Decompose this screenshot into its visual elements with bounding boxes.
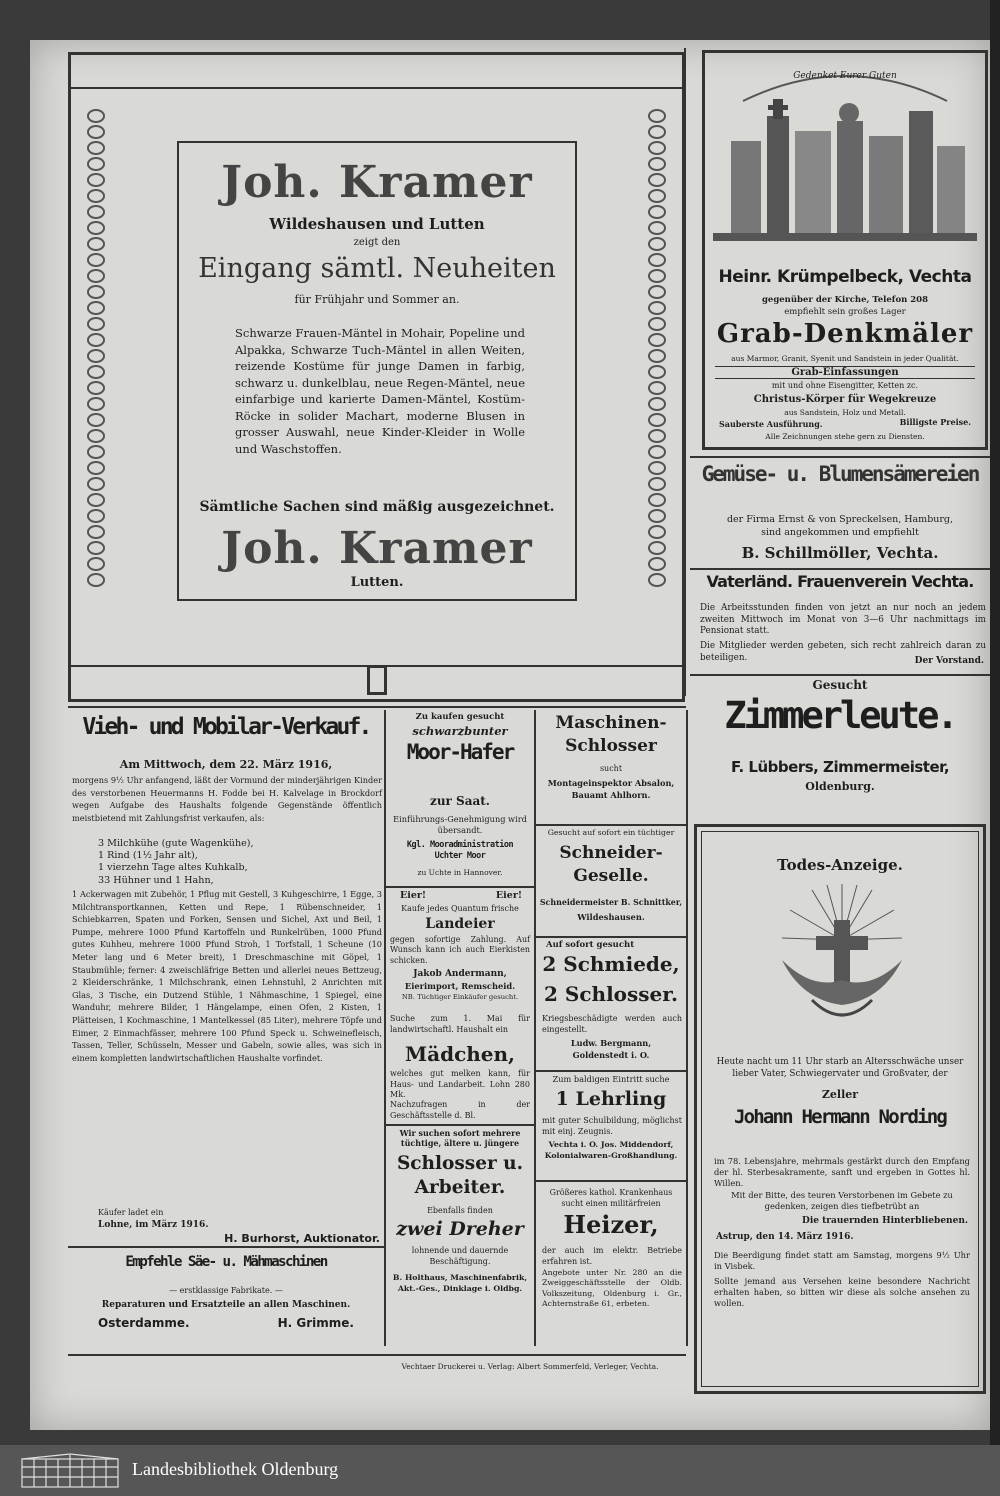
garland-leaf — [648, 125, 666, 139]
todes-title: Todes-Anzeige. — [777, 856, 903, 874]
garland-leaf — [87, 365, 105, 379]
seeds-seller: B. Schillmöller, Vechta. — [741, 544, 939, 562]
kramer-name-top: Joh. Kramer — [221, 157, 533, 208]
garland-leaf — [648, 205, 666, 219]
saemaschinen-right: H. Grimme. — [277, 1316, 354, 1330]
schmiede-headline1: 2 Schmiede, — [542, 952, 680, 976]
rule-lower-top — [68, 706, 686, 708]
moorhafer-colour: schwarzbunter — [412, 724, 508, 738]
todes-intro: Heute nacht um 11 Uhr starb an Altersschwäche unser lieber Vater, Schwiegervater und Großvater, der — [716, 1057, 964, 1079]
seeds-arrived: sind angekommen und empfiehlt — [761, 527, 919, 538]
heizer-offers: Angebote unter Nr. 280 an die Zweiggeschäftsstelle der Oldb. Volkszeitung, Oldenburg i. Gr., Achternstraße 61, erbeten. — [542, 1268, 682, 1309]
garland-leaf — [648, 173, 666, 187]
kruempelbeck-headline: Grab-Denkmäler — [716, 319, 974, 349]
schlosser-arbeiter-headline2: zwei Dreher — [396, 1218, 524, 1240]
moorhafer-permit: Einführungs-Genehmigung wird übersandt. — [393, 814, 527, 835]
todes-apology: Sollte jemand aus Versehen keine besondere Nachricht erhalten haben, so bitten wir diese als solche ansehen zu wollen. — [714, 1276, 970, 1308]
eier-nb: NB. Tüchtiger Einkäufer gesucht. — [401, 993, 519, 1001]
todes-mourners: Die trauernden Hinterbliebenen. — [802, 1216, 968, 1226]
kruempelbeck-materials: aus Marmor, Granit, Syenit und Sandstein in jeder Qualität. — [731, 354, 959, 363]
todes-anzeige-inner — [701, 831, 979, 1387]
schneider-by: Schneidermeister B. Schnittker, — [539, 898, 683, 907]
garland-leaf — [87, 381, 105, 395]
kramer-headline: Eingang sämtl. Neuheiten — [198, 253, 556, 284]
garland-leaf — [648, 477, 666, 491]
garland-leaf — [648, 285, 666, 299]
garland-leaf — [648, 317, 666, 331]
vieh-ad — [68, 710, 384, 1284]
garland-leaf — [648, 397, 666, 411]
vieh-body1: morgens 9½ Uhr anfangend, läßt der Vormund der minderjährigen Kinder des verstorbenen Heuermanns H. Fodde bei H. Kalvelage in Brockdorf wegen Aufgabe des Haushalts folgende Gegenstände öffentlich meistbietend mit Zahlungsfrist verkaufen, als: — [72, 775, 382, 823]
garland-leaf — [87, 413, 105, 427]
schlosser-arbeiter-headline: Schlosser u. Arbeiter. — [396, 1153, 524, 1198]
garland-leaf — [648, 221, 666, 235]
lehrling-body: mit guter Schulbildung, möglichst mit einj. Zeugnis. — [542, 1116, 682, 1136]
kruempelbeck-frames-sub: mit und ohne Eisengitter, Ketten zc. — [771, 381, 919, 390]
kramer-top-rule — [71, 87, 682, 89]
building-logo-icon — [20, 1453, 120, 1489]
seeds-firm: der Firma Ernst & von Spreckelsen, Hamburg, — [726, 514, 954, 525]
todes-age: im 78. Lebensjahre, mehrmals gestärkt durch den Empfang der hl. Sterbesakramente, sanft und ergeben in Gottes hl. Willen. — [714, 1156, 970, 1188]
eier-buy: Kaufe jedes Quantum frische — [401, 904, 519, 913]
garland-leaf — [87, 189, 105, 203]
kramer-shows: zeigt den — [353, 237, 401, 248]
maedchen-intro: Suche zum 1. Mai für landwirtschaftl. Haushalt ein — [390, 1014, 530, 1034]
maschinen-site: Bauamt Ahlhorn. — [571, 790, 651, 800]
garland-leaf — [648, 109, 666, 123]
vieh-date: Am Mittwoch, dem 22. März 1916, — [119, 758, 333, 771]
schlosser-arbeiter-ad — [388, 1126, 532, 1346]
todes-request: Mit der Bitte, des teuren Verstorbenen im Gebete zu gedenken, zeigen dies tiefbetrübt an — [731, 1190, 953, 1211]
garland-leaf — [648, 157, 666, 171]
garland-leaf — [87, 317, 105, 331]
monument-illustration — [713, 61, 977, 251]
vieh-headline: Vieh- und Mobilar-Verkauf. — [82, 714, 370, 740]
lehrling-by: Vechta i. O. Jos. Middendorf, Kolonialwaren-Großhandlung. — [544, 1140, 678, 1160]
garland-leaf — [648, 301, 666, 315]
garland-leaf — [87, 429, 105, 443]
garland-leaf — [648, 461, 666, 475]
eier-left: Eier! — [400, 890, 427, 901]
todes-name: Johann Hermann Nording — [733, 1106, 947, 1128]
eier-pay: gegen sofortige Zahlung. Auf Wunsch kann ich auch Eierkisten schicken. — [390, 935, 530, 965]
kramer-note: Sämtliche Sachen sind mäßig ausgezeichnet. — [199, 499, 555, 515]
garland-leaf — [648, 541, 666, 555]
column-rule-1 — [384, 710, 386, 1346]
verein-headline: Vaterländ. Frauenverein Vechta. — [706, 572, 974, 591]
garland-leaf — [87, 509, 105, 523]
garland-leaf — [87, 461, 105, 475]
garland-leaf — [87, 477, 105, 491]
kramer-locations: Wildeshausen und Lutten — [269, 215, 485, 233]
seeds-headline: Gemüse- u. Blumensämereien — [701, 462, 979, 486]
page-edge — [990, 0, 1000, 1445]
imprint: Vechtaer Druckerei u. Verlag: Albert Sommerfeld, Verleger, Vechta. — [401, 1362, 659, 1371]
garland-leaf — [87, 525, 105, 539]
lehrling-ad — [538, 1072, 684, 1182]
vieh-item: 33 Hühner und 1 Hahn, — [98, 874, 214, 886]
garland-leaf — [87, 221, 105, 235]
garland-leaf — [87, 253, 105, 267]
maedchen-inquiry: Nachzufragen in der Geschäftsstelle d. Bl. — [390, 1100, 530, 1120]
kramer-body: Schwarze Frauen-Mäntel in Mohair, Popeline und Alpakka, Schwarze Tuch-Mäntel in allen Weiten, reizende Kostüme für junge Damen in farbig, schwarz u. dunkelblau, neue Regen-Mäntel, neue einfarbige und karierte Damen-Mäntel, Kostüm-Röcke in solider Machart, moderne Blusen in grosser Auswahl, neue Kinder-Kleider in Wolle und Waschstoffen. — [235, 326, 525, 456]
garland-leaf — [87, 173, 105, 187]
garland-leaf — [87, 285, 105, 299]
vieh-item: 3 Milchkühe (gute Wagenkühe), — [98, 838, 254, 849]
saemaschinen-sub: — erstklassige Fabrikate. — — [169, 1286, 283, 1295]
schmiede-headline2: 2 Schlosser. — [544, 982, 678, 1006]
garland-leaf — [87, 445, 105, 459]
garland-leaf — [87, 397, 105, 411]
maschinen-by: Montageinspektor Absalon, — [547, 778, 675, 788]
garland-leaf — [87, 141, 105, 155]
garland-leaf — [648, 349, 666, 363]
column-rule-main — [684, 48, 686, 696]
eier-buyer: Jakob Andermann, — [413, 969, 507, 979]
garland-leaf — [648, 429, 666, 443]
seeds-ad — [690, 458, 990, 568]
maschinen-headline: Maschinen-Schlosser — [555, 713, 667, 756]
moorhafer-ad — [388, 710, 532, 880]
heizer-ad — [538, 1182, 684, 1348]
kruempelbeck-frames: Grab-Einfassungen — [715, 366, 975, 379]
lehrling-headline: 1 Lehrling — [555, 1088, 667, 1110]
saemaschinen-left: Osterdamme. — [98, 1316, 190, 1330]
garland-leaf — [87, 301, 105, 315]
zimmerleute-town: Oldenburg. — [805, 780, 875, 793]
eier-ad — [388, 888, 532, 1012]
garland-leaf — [87, 109, 105, 123]
eier-right: Eier! — [495, 890, 522, 901]
maschinen-ad — [538, 710, 684, 820]
garland-leaf — [87, 573, 105, 587]
moorhafer-wanted: Zu kaufen gesucht — [415, 712, 505, 722]
kramer-name-bottom: Joh. Kramer — [221, 523, 533, 574]
schlosser-arbeiter-firm: B. Holthaus, Maschinenfabrik, Akt.-Ges., Dinklage i. Oldbg. — [392, 1273, 528, 1293]
column-rule-2 — [534, 710, 536, 1346]
saemaschinen-ad — [68, 1248, 384, 1348]
schlosser-arbeiter-work: lohnende und dauernde Beschäftigung. — [411, 1246, 509, 1266]
garland-leaf — [87, 269, 105, 283]
library-footer — [0, 1445, 1000, 1496]
kramer-ad-frame — [68, 52, 685, 702]
garland-leaf — [648, 557, 666, 571]
garland-leaf — [87, 205, 105, 219]
moorhafer-purpose: zur Saat. — [430, 794, 490, 808]
vieh-auctioneer: H. Burhorst, Auktionator. — [224, 1232, 380, 1245]
kruempelbeck-banner: Gedenket Eurer Guten — [793, 71, 897, 81]
eier-headline: Landeier — [425, 916, 495, 932]
kruempelbeck-christus: Christus-Körper für Wegekreuze — [753, 394, 937, 405]
kramer-season: für Frühjahr und Sommer an. — [294, 293, 460, 306]
todes-funeral: Die Beerdigung findet statt am Samstag, morgens 9½ Uhr in Visbek. — [714, 1250, 970, 1271]
zimmerleute-sought: Gesucht — [812, 678, 868, 692]
rule-imprint — [68, 1354, 686, 1356]
heizer-headline: Heizer, — [563, 1210, 659, 1239]
schmiede-intro: Auf sofort gesucht — [546, 940, 635, 950]
garland-leaf — [648, 237, 666, 251]
schlosser-arbeiter-intro: Wir suchen sofort mehrere tüchtige, ältere u. jüngere — [399, 1128, 521, 1149]
garland-leaf — [648, 573, 666, 587]
kruempelbeck-christus-sub: aus Sandstein, Holz und Metall. — [784, 408, 906, 417]
schneider-headline: Schneider-Geselle. — [559, 843, 663, 886]
schlosser-arbeiter-also: Ebenfalls finden — [427, 1206, 493, 1215]
kruempelbeck-work-left: Sauberste Ausführung. — [719, 419, 823, 429]
verein-body: Die Arbeitsstunden finden von jetzt an nur noch an jedem zweiten Mittwoch im Monat von 3—6 Uhr nachmittags im Pensionat statt. — [700, 603, 986, 636]
kramer-bottom-emblem — [367, 665, 387, 695]
garland-leaf — [87, 541, 105, 555]
library-building-icon — [20, 1453, 120, 1489]
kruempelbeck-drawings: Alle Zeichnungen stehe gern zu Diensten. — [765, 432, 925, 441]
garland-leaf — [648, 253, 666, 267]
right-garland-ornament — [646, 109, 668, 649]
eier-buyer-place: Eierimport, Remscheid. — [404, 981, 516, 991]
schneider-ad — [538, 826, 684, 936]
garland-leaf — [87, 237, 105, 251]
verein-signed: Der Vorstand. — [914, 656, 984, 666]
vieh-item: 1 Rind (1½ Jahr alt), — [98, 850, 198, 862]
verein-ad — [690, 570, 990, 674]
garland-leaf — [648, 333, 666, 347]
vieh-item: 1 vierzehn Tage altes Kuhkalb, — [98, 862, 248, 874]
schneider-intro: Gesucht auf sofort ein tüchtiger — [547, 828, 675, 837]
column-rule-3 — [686, 710, 688, 1346]
kruempelbeck-name: Heinr. Krümpelbeck, Vechta — [718, 267, 972, 287]
todes-place-date: Astrup, den 14. März 1916. — [716, 1232, 854, 1242]
kruempelbeck-address: gegenüber der Kirche, Telefon 208 — [761, 295, 929, 305]
schmiede-note: Kriegsbeschädigte werden auch eingestellt. — [542, 1014, 682, 1034]
vieh-buyers: Käufer ladet ein — [98, 1208, 164, 1217]
garland-leaf — [648, 509, 666, 523]
kramer-inner-frame — [177, 141, 577, 601]
garland-leaf — [648, 445, 666, 459]
kruempelbeck-recommends: empfiehlt sein großes Lager — [784, 307, 906, 317]
gravestones-icon — [713, 61, 977, 251]
schmiede-town: Goldenstedt i. O. — [572, 1050, 650, 1060]
moorhafer-admin: Kgl. Mooradministration Uchter Moor — [406, 840, 514, 861]
garland-leaf — [87, 557, 105, 571]
garland-leaf — [648, 141, 666, 155]
schmiede-ad — [538, 938, 684, 1068]
garland-leaf — [648, 493, 666, 507]
lehrling-intro: Zum baldigen Eintritt suche — [552, 1074, 670, 1084]
garland-leaf — [648, 269, 666, 283]
todes-anzeige-frame — [694, 824, 986, 1394]
saemaschinen-repairs: Reparaturen und Ersatzteile an allen Maschinen. — [101, 1300, 351, 1310]
kruempelbeck-work-right: Billigste Preise. — [899, 417, 971, 427]
garland-leaf — [87, 493, 105, 507]
newspaper-page — [30, 40, 990, 1430]
maedchen-body: welches gut melken kann, für Haus- und Landarbeit. Lohn 280 Mk. — [390, 1069, 530, 1099]
garland-leaf — [87, 157, 105, 171]
moorhafer-admin-place: zu Uchte in Hannover. — [417, 868, 503, 877]
schmiede-by: Ludw. Bergmann, — [570, 1038, 652, 1048]
saemaschinen-headline: Empfehle Säe- u. Mähmaschinen — [125, 1254, 327, 1270]
vieh-body2: 1 Ackerwagen mit Zubehör, 1 Pflug mit Gestell, 3 Kuhgeschirre, 1 Egge, 3 Milchtransportkannen, Ketten und Repe, 1 Rübenschneider, 1 Schiebkarren, Spaten und Forken, Sensen und Sichel, Axt und Beil, 1 Pumpe, mehrere 1000 Pfund Kartoffeln und Runkelrüben, 1000 Pfund gutes Kuhheu, mehrere 1000 Pfund Stroh, 1 Torfstall, 1 Scheune (10 Meter lang und 6 Meter breit), 1 Dreschmaschine mit Göpel, 1 Staubmühle; ferner: 4 zweischläfrige Betten und allerlei neues Bettzeug, 2 Kleiderschränke, 1 Milchschrank, einen Lehnstuhl, 2 Anrichten mit Glas, 3 Tische, ein Dutzend Stühle, 1 Nähmaschine, 1 Spiegel, eine Wanduhr, mehrere Bilder, 1 Hängelampe, einen Ofen, 2 Kisten, 1 Plätteisen, 1 Kochmaschine, 1 Mantelkessel (85 Liter), mehrere Töpfe und Eimer, 2 Einmachfässer, mehrere 100 Pfund Speck u. Schweinefleisch, Tassen, Teller, Schüsseln, Messer und Gabeln, sowie alles, was sich in einem kompletten landwirtschaftlichen Haushalte vorfindet. — [72, 889, 382, 1063]
maedchen-headline: Mädchen, — [404, 1042, 516, 1066]
maschinen-seeks: sucht — [599, 764, 623, 773]
garland-leaf — [87, 349, 105, 363]
library-name: Landesbibliothek Oldenburg — [132, 1459, 339, 1479]
cross-wreath-icon — [772, 880, 912, 1030]
garland-leaf — [648, 365, 666, 379]
garland-leaf — [648, 189, 666, 203]
garland-leaf — [648, 381, 666, 395]
left-garland-ornament — [85, 109, 107, 649]
zimmerleute-ad — [690, 676, 990, 806]
maedchen-ad — [388, 1014, 532, 1122]
heizer-body: der auch im elektr. Betriebe erfahren ist. — [542, 1246, 682, 1266]
garland-leaf — [87, 333, 105, 347]
kruempelbeck-ad — [702, 50, 988, 450]
schneider-town: Wildeshausen. — [577, 912, 645, 922]
vieh-place: Lohne, im März 1916. — [98, 1220, 209, 1230]
vieh-items1 — [98, 838, 382, 887]
kramer-town: Lutten. — [350, 575, 404, 590]
heizer-intro: Größeres kathol. Krankenhaus sucht einen militärfreien — [549, 1188, 673, 1208]
garland-leaf — [648, 525, 666, 539]
zimmerleute-headline: Zimmerleute. — [724, 694, 956, 737]
garland-leaf — [648, 413, 666, 427]
moorhafer-headline: Moor-Hafer — [406, 740, 514, 764]
garland-leaf — [87, 125, 105, 139]
cross-wreath-illustration — [772, 880, 912, 1030]
todes-surname: Zeller — [821, 1088, 859, 1101]
verein-members: Die Mitglieder werden gebeten, sich recht zahlreich daran zu beteiligen. — [700, 641, 986, 663]
zimmerleute-employer: F. Lübbers, Zimmermeister, — [730, 758, 950, 776]
